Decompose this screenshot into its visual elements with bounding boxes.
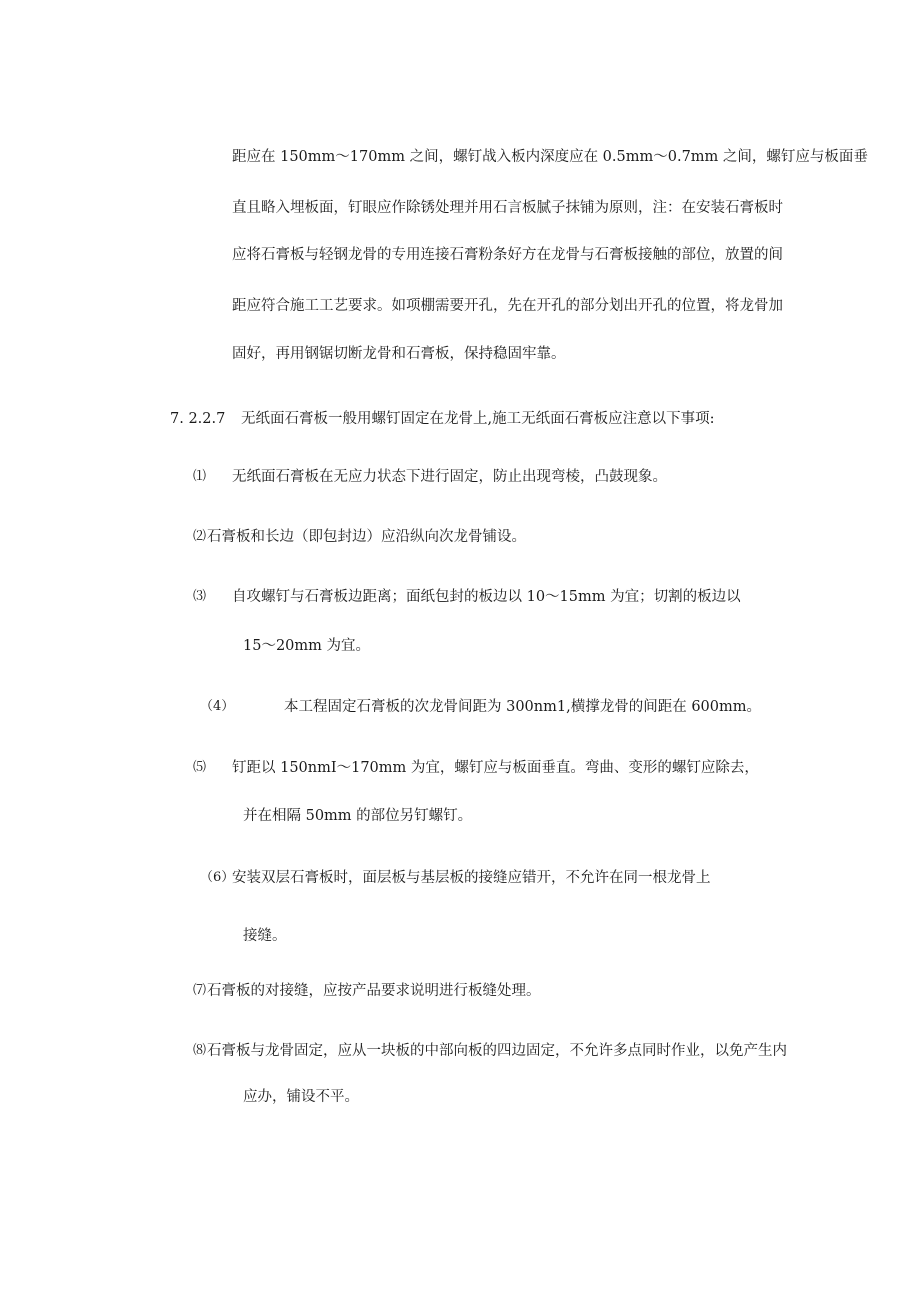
item-text: 自攻螺钉与石膏板边距离；面纸包封的板边以 10～15mm 为宜；切割的板边以: [232, 589, 741, 605]
item-number: ⑻: [193, 1043, 207, 1058]
item-text: 接缝。: [243, 928, 287, 944]
paragraph-line: 距应符合施工工艺要求。如项棚需要开孔，先在开孔的部分划出开孔的位置，将龙骨加: [232, 298, 783, 314]
item-text: 本工程固定石膏板的次龙骨间距为 300nm1,横撑龙骨的间距在 600mm。: [284, 699, 761, 715]
paragraph-line: 固好，再用钢锯切断龙骨和石膏板，保持稳固牢靠。: [232, 346, 566, 362]
item-number: ⑶: [193, 589, 207, 604]
item-text: 安装双层石膏板时，面层板与基层板的接缝应错开，不允许在同一根龙骨上: [232, 870, 711, 886]
item-number: ⑺: [193, 983, 207, 998]
section-number: 7. 2.2.7: [170, 411, 226, 427]
section-title: 无纸面石膏板一般用螺钉固定在龙骨上,施工无纸面石膏板应注意以下事项:: [241, 411, 715, 427]
item-number: （6）: [200, 870, 235, 885]
item-text: 15～20mm 为宜。: [243, 638, 371, 654]
item-text: 钉距以 150nmI～170mm 为宜，螺钉应与板面垂直。弯曲、变形的螺钉应除去，: [232, 760, 759, 776]
item-number: ⑴: [193, 469, 207, 484]
paragraph-line: 直且略入埋板面，钉眼应作除锈处理并用石言板腻子抹铺为原则，注：在安装石膏板时: [232, 200, 783, 216]
item-text: 石膏板与龙骨固定，应从一块板的中部向板的四边固定，不允许多点同时作业，以免产生内: [207, 1043, 787, 1059]
item-number: （4）: [200, 699, 235, 714]
paragraph-line: 应将石膏板与轻钢龙骨的专用连接石膏粉条好方在龙骨与石膏板接触的部位，放置的间: [232, 247, 783, 263]
item-number: ⑵: [193, 529, 207, 544]
item-text: 并在相隔 50mm 的部位另钉螺钉。: [243, 808, 473, 824]
paragraph-line: 距应在 150mm～170mm 之间，螺钉战入板内深度应在 0.5mm～0.7mm 之间，螺钉应与板面垂: [232, 149, 868, 165]
item-text: 应办，铺设不平。: [243, 1089, 359, 1105]
item-text: 石膏板和长边（即包封边）应沿纵向次龙骨铺设。: [207, 529, 526, 545]
item-text: 石膏板的对接缝，应按产品要求说明进行板缝处理。: [207, 983, 541, 999]
item-number: ⑸: [193, 760, 207, 775]
item-text: 无纸面石膏板在无应力状态下进行固定，防止出现弯棱，凸鼓现象。: [232, 469, 667, 485]
